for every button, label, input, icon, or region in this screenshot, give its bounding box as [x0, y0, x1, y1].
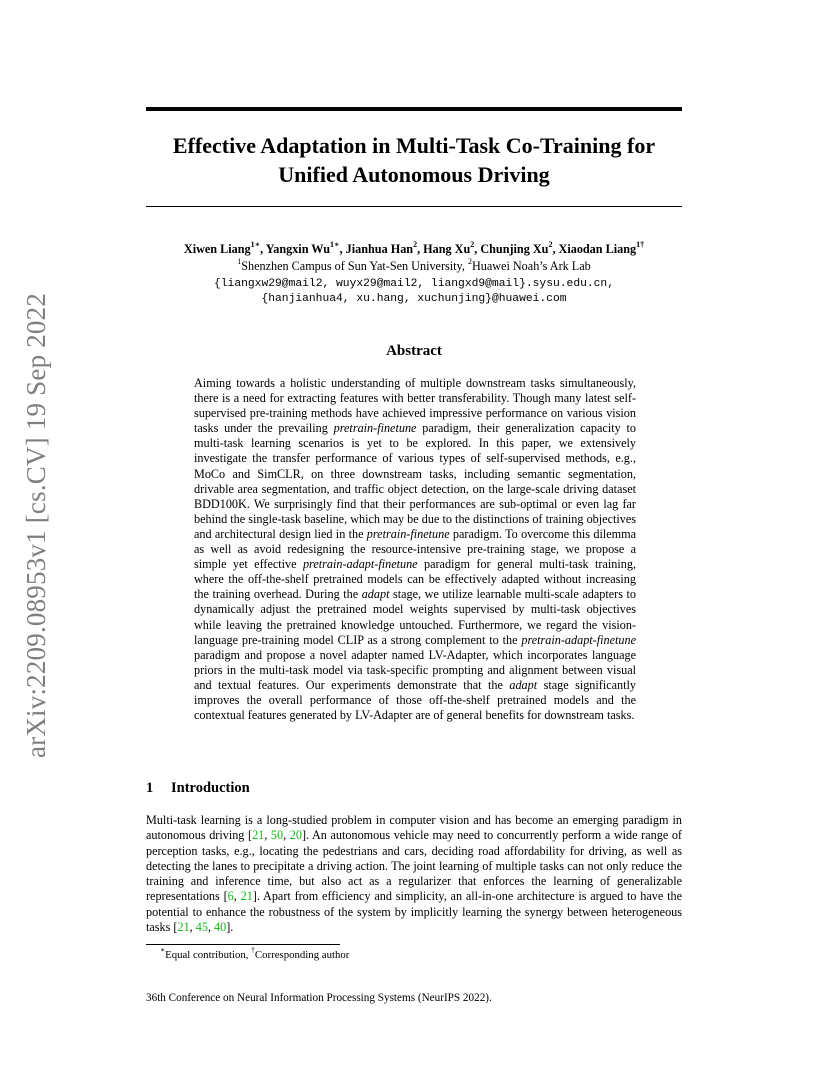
email-line-1: {liangxw29@mail2, wuyx29@mail2, liangxd9@mail}.sysu.edu.cn, — [214, 278, 614, 290]
author: Xiwen Liang$^{1∗}$, — [183, 239, 266, 256]
abstract-heading: Abstract — [386, 343, 442, 359]
title-line-1: Effective Adaptation in Multi-Task Co-Training for — [172, 133, 656, 158]
title-bottom-rule — [146, 206, 682, 207]
venue-note: 36th Conference on Neural Information Processing Systems (NeurIPS 2022). — [146, 992, 492, 1004]
abstract-body: Aiming towards a holistic understanding of multiple downstream tasks simultaneously, there is a need for extracting features with better transferability. Though many latest self-supervised pre-training methods have achieved impressive performance on various vision tasks under the prevailing pretrain-finetune paradigm, their generalization capacity to multi-task learning scenarios is yet to be explored. In this paper, we extensively investigate the transfer performance of various types of self-supervised methods, e.g., MoCo and SimCLR, on three downstream tasks, including semantic segmentation, drivable area segmentation, and traffic object detection, on the large-scale driving dataset BDD100K. We surprisingly find that their performances are sub-optimal or even lag far behind the single-task baseline, which may be due to the distinctions of training objectives and architectural design lied in the pretrain-finetune paradigm. To overcome this dilemma as well as avoid redesigning the resource-intensive pre-training stage, we propose a simple yet effective pretrain-adapt-finetune paradigm for general multi-task training, where the off-the-shelf pretrained models can be effectively adapted without increasing the training overhead. During the adapt stage, we utilize learnable multi-scale adapters to dynamically adjust the pretrained model weights supervised by multi-task objectives while leaving the pretrained knowledge untouched. Furthermore, we regard the vision-language pre-training model CLIP as a strong complement to the pretrain-adapt-finetune paradigm and propose a novel adapter named LV-Adapter, which incorporates language priors in the multi-task model via task-specific prompting and alignment between visual and textual features. Our experiments demonstrate that the adapt stage significantly improves the overall performance of those off-the-shelf pretrained models and the contextual features generated by LV-Adapter are of general benefits for downstream tasks. — [194, 376, 637, 723]
paper-title — [146, 131, 682, 189]
author: Chunjing Xu$^2$, — [480, 239, 559, 256]
citation-link[interactable]: 6 — [227, 889, 234, 904]
citation-link[interactable]: 21 — [177, 920, 190, 935]
citation-link[interactable]: 21 — [240, 889, 253, 904]
author: Hang Xu$^2$, — [423, 239, 481, 256]
arxiv-identifier-text: arXiv:2209.08953v1 [cs.CV] 19 Sep 2022 — [21, 292, 52, 758]
title-line-2: Unified Autonomous Driving — [278, 162, 550, 187]
citation-link[interactable]: 50 — [270, 828, 284, 843]
section-heading: 1 Introduction — [146, 780, 250, 796]
affiliations: $^1$Shenzhen Campus of Sun Yat-Sen University, $^2$Huawei Noah’s Ark Lab — [237, 256, 591, 273]
author: Jianhua Han$^2$, — [345, 239, 424, 256]
citation-link[interactable]: 21 — [252, 828, 265, 843]
author-list — [120, 241, 708, 257]
title-top-rule — [146, 107, 682, 111]
arxiv-identifier — [13, 290, 61, 760]
email-line-2: {hanjianhua4, xu.hang, xuchunjing}@huawei.com — [261, 293, 567, 305]
footnote: ∗Equal contribution, †Corresponding author — [160, 945, 350, 961]
author: Yangxin $Wu^{1∗}$, — [265, 239, 346, 256]
citation-link[interactable]: 20 — [289, 828, 302, 843]
footnote-rule — [146, 944, 340, 945]
introduction-paragraph: Multi-task learning is a long-studied problem in computer vision and has become an emerging paradigm in autonomous driving [21, 50, 20]. An autonomous vehicle may need to concurrently perform a wide range of perception tasks, e.g., locating the pedestrians and cars, deciding road affordability for driving, as well as detecting the lanes to precipitate a driving action. The joint learning of multiple tasks can not only reduce the training and inference time, but also act as a regularizer that enforces the learning of generalizable representations [6, 21]. Apart from efficiency and simplicity, an all-in-one architecture is argued to have the potential to enhance the robustness of the system by implicitly learning the synergy between heterogeneous tasks [21, 45, 40]. — [146, 813, 682, 935]
citation-link[interactable]: 45 — [195, 920, 208, 935]
citation-link[interactable]: 40 — [214, 920, 227, 935]
author: Xiaodan Liang$^{1\dagger}$ — [558, 239, 645, 256]
